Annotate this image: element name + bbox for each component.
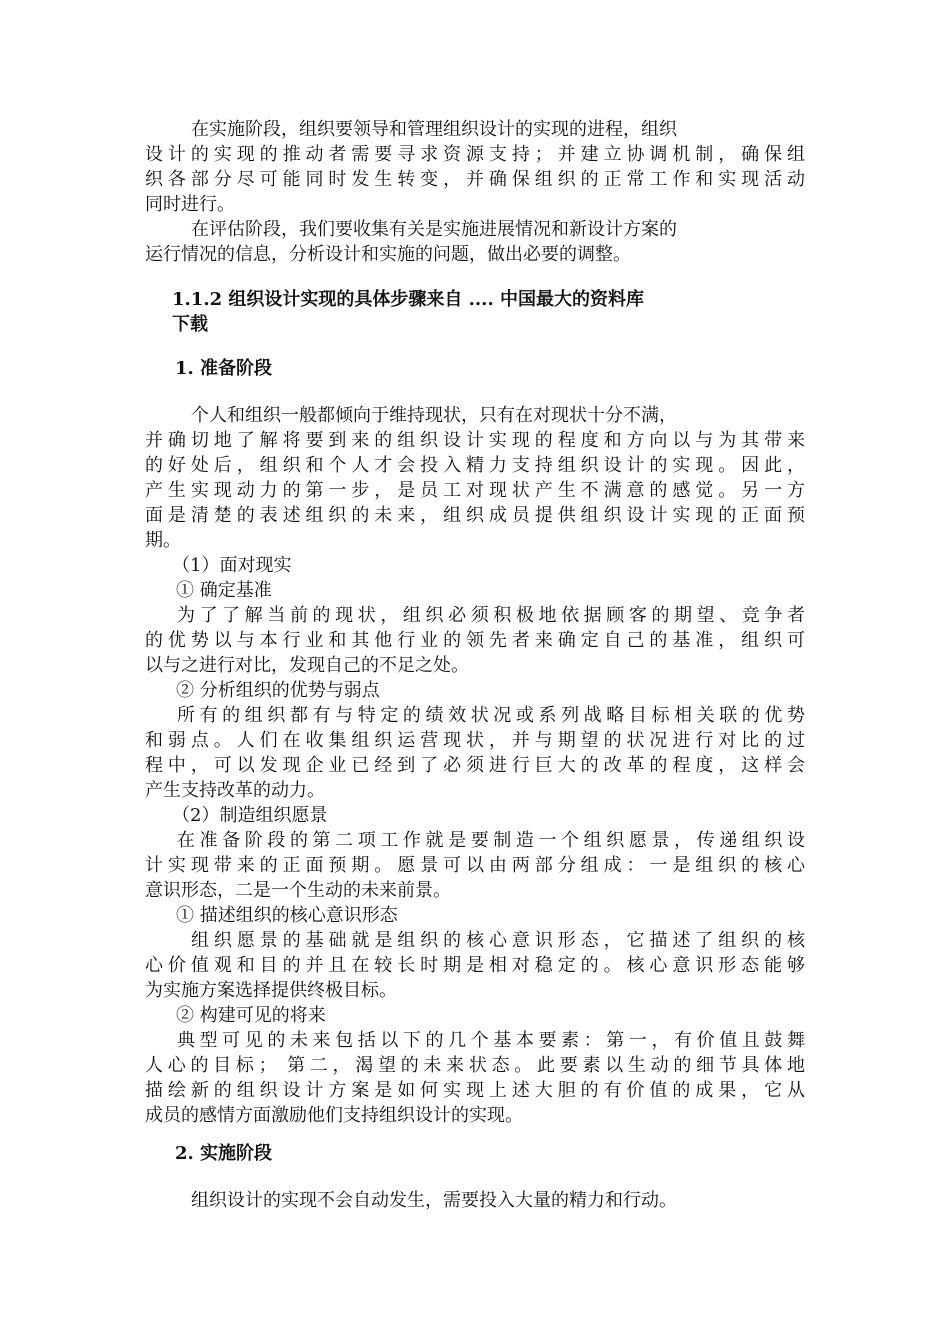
subheading-create-vision: （2）制造组织愿景 bbox=[172, 805, 328, 826]
text-line: 的好处后，组织和个人才会投入精力支持组织设计的实现。因此， bbox=[145, 455, 805, 476]
paragraph-strengths-weaknesses bbox=[145, 703, 805, 803]
text-line: 所有的组织都有与特定的绩效状况或系列战略目标相关联的优势 bbox=[177, 705, 805, 726]
text-line: 为了了解当前的现状，组织必须积极地依据顾客的期望、竞争者 bbox=[177, 605, 805, 626]
text-line: 程中，可以发现企业已经到了必须进行巨大的改革的程度，这样会 bbox=[145, 755, 805, 776]
text-line: 为实施方案选择提供终极目标。 bbox=[145, 980, 397, 1001]
text-line: 并确切地了解将要到来的组织设计实现的程度和方向以与为其带来 bbox=[145, 430, 805, 451]
text-line: 同时进行。 bbox=[145, 194, 235, 215]
heading-line: 下载 bbox=[172, 314, 208, 335]
paragraph-vision bbox=[145, 828, 805, 903]
text-line: 设计的实现的推动者需要寻求资源支持；并建立协调机制，确保组 bbox=[145, 144, 805, 165]
text-line: 和弱点。人们在收集组织运营现状，并与期望的状况进行对比的过 bbox=[145, 730, 805, 751]
paragraph-implementation-intro bbox=[191, 1188, 677, 1213]
heading-line: 1.1.2 组织设计实现的具体步骤来自 .... 中国最大的资料库 bbox=[172, 289, 644, 310]
text-line: 描绘新的组织设计方案是如何实现上述大胆的有价值的成果，它从 bbox=[145, 1080, 805, 1101]
text-line: 计实现带来的正面预期。愿景可以由两部分组成：一是组织的核心 bbox=[145, 855, 805, 876]
text-line: 个人和组织一般都倾向于维持现状，只有在对现状十分不满， bbox=[191, 405, 677, 426]
text-line: 产生实现动力的第一步，是员工对现状产生不满意的感觉。另一方 bbox=[145, 480, 805, 501]
text-line: 产生支持改革的动力。 bbox=[145, 780, 325, 801]
text-line: 面是清楚的表述组织的未来，组织成员提供组织设计实现的正面预 bbox=[145, 505, 805, 526]
text-line: 典型可见的未来包括以下的几个基本要素：第一，有价值且鼓舞 bbox=[177, 1030, 805, 1051]
text-line: 组织愿景的基础就是组织的核心意识形态，它描述了组织的核 bbox=[191, 930, 805, 951]
paragraph-evaluation-stage bbox=[145, 217, 805, 267]
text-line: 在准备阶段的第二项工作就是要制造一个组织愿景，传递组织设 bbox=[177, 830, 805, 851]
text-line: 在评估阶段，我们要收集有关是实施进展情况和新设计方案的 bbox=[191, 219, 677, 240]
text-line: 在实施阶段，组织要领导和管理组织设计的实现的进程，组织 bbox=[191, 119, 677, 140]
text-line: 的优势以与本行业和其他行业的领先者来确定自己的基准，组织可 bbox=[145, 630, 805, 651]
text-line: 人心的目标； 第二，渴望的未来状态。此要素以生动的细节具体地 bbox=[145, 1055, 805, 1076]
paragraph-core-ideology bbox=[145, 928, 805, 1003]
item-analyze-strengths: ② 分析组织的优势与弱点 bbox=[176, 680, 380, 701]
text-line: 意识形态，二是一个生动的未来前景。 bbox=[145, 880, 451, 901]
text-line: 心价值观和目的并且在较长时期是相对稳定的。核心意识形态能够 bbox=[145, 955, 805, 976]
text-line: 以与之进行对比，发现自己的不足之处。 bbox=[145, 655, 469, 676]
text-line: 成员的感情方面激励他们支持组织设计的实现。 bbox=[145, 1105, 523, 1126]
heading-preparation-stage: 1. 准备阶段 bbox=[175, 358, 273, 379]
item-determine-benchmark: ① 确定基准 bbox=[176, 580, 272, 601]
paragraph-preparation-intro bbox=[145, 403, 805, 553]
paragraph-benchmark bbox=[145, 603, 805, 678]
heading-implementation-stage: 2. 实施阶段 bbox=[175, 1143, 273, 1164]
text-line: 织各部分尽可能同时发生转变，并确保组织的正常工作和实现活动 bbox=[145, 169, 805, 190]
paragraph-implementation-stage bbox=[145, 117, 805, 217]
text-line: 运行情况的信息，分析设计和实施的问题，做出必要的调整。 bbox=[145, 244, 631, 265]
text-line: 期。 bbox=[145, 530, 181, 551]
subheading-face-reality: （1）面对现实 bbox=[172, 555, 292, 576]
item-core-ideology: ① 描述组织的核心意识形态 bbox=[176, 905, 398, 926]
paragraph-visible-future bbox=[145, 1028, 805, 1128]
item-visible-future: ② 构建可见的将来 bbox=[176, 1005, 326, 1026]
text-line: 组织设计的实现不会自动发生，需要投入大量的精力和行动。 bbox=[191, 1190, 677, 1211]
section-heading-1-1-2 bbox=[172, 287, 812, 337]
